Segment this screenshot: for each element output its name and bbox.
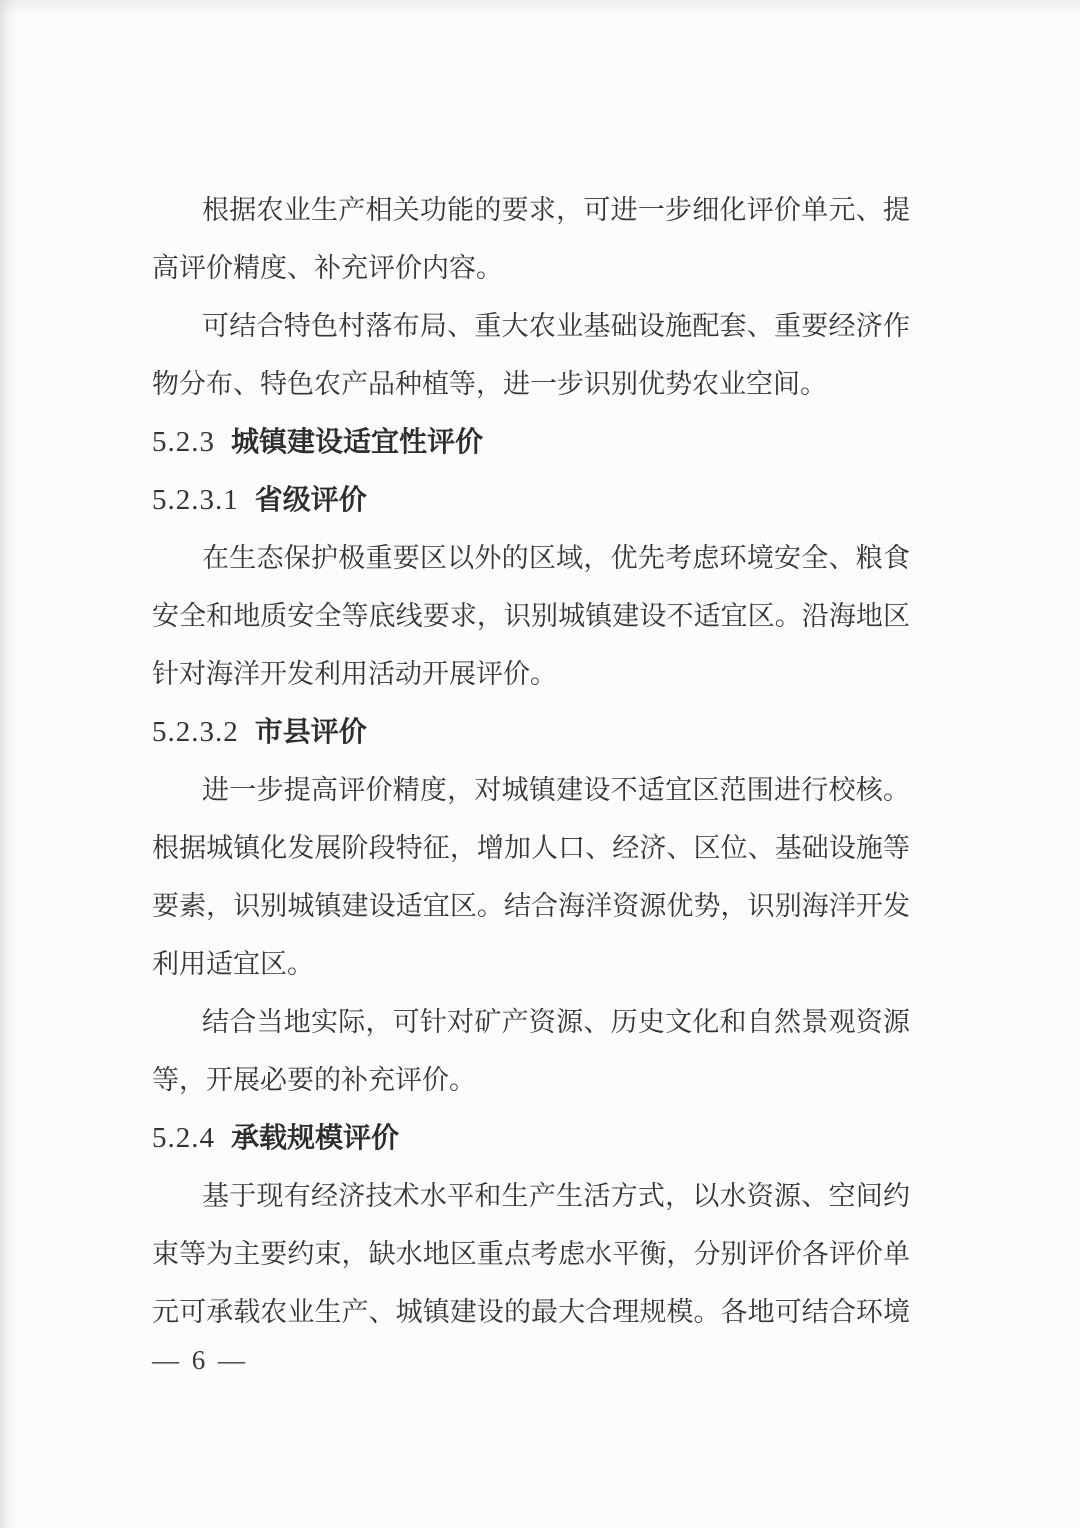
heading-label: 市县评价 <box>254 716 367 747</box>
body-line: 进一步提高评价精度，对城镇建设不适宜区范围进行校核。 <box>202 775 910 805</box>
heading-number: 5.2.3 <box>152 426 215 458</box>
body-line: 束等为主要约束，缺水地区重点考虑水平衡，分别评价各评价单 <box>152 1239 910 1269</box>
heading-label: 承载规模评价 <box>231 1122 400 1153</box>
body-line: 要素，识别城镇建设适宜区。结合海洋资源优势，识别海洋开发 <box>152 891 910 921</box>
body-line: 元可承载农业生产、城镇建设的最大合理规模。各地可结合环境 <box>152 1297 910 1327</box>
body-line: 基于现有经济技术水平和生产生活方式，以水资源、空间约 <box>202 1181 910 1211</box>
heading-number: 5.2.4 <box>152 1122 215 1154</box>
body-line: 物分布、特色农产品种植等，进一步识别优势农业空间。 <box>152 369 827 399</box>
body-line: 可结合特色村落布局、重大农业基础设施配套、重要经济作 <box>202 311 910 341</box>
body-line: 针对海洋开发利用活动开展评价。 <box>152 659 557 689</box>
page-number: — 6 — <box>152 1345 248 1375</box>
section-heading <box>152 703 910 761</box>
scan-edge-shadow-left <box>0 0 20 1528</box>
section-heading <box>152 1109 910 1167</box>
body-line: 根据城镇化发展阶段特征，增加人口、经济、区位、基础设施等 <box>152 833 910 863</box>
heading-label: 省级评价 <box>254 484 367 515</box>
heading-number: 5.2.3.1 <box>152 484 239 516</box>
heading-number: 5.2.3.2 <box>152 716 239 748</box>
body-line: 结合当地实际，可针对矿产资源、历史文化和自然景观资源 <box>202 1007 910 1037</box>
body-line: 利用适宜区。 <box>152 949 314 979</box>
body-line: 在生态保护极重要区以外的区域，优先考虑环境安全、粮食 <box>202 543 910 573</box>
body-line: 高评价精度、补充评价内容。 <box>152 253 503 283</box>
document-content <box>152 181 910 1341</box>
heading-label: 城镇建设适宜性评价 <box>231 426 484 457</box>
body-line: 等，开展必要的补充评价。 <box>152 1065 476 1095</box>
body-line: 根据农业生产相关功能的要求，可进一步细化评价单元、提 <box>202 195 910 225</box>
body-line: 安全和地质安全等底线要求，识别城镇建设不适宜区。沿海地区 <box>152 601 910 631</box>
section-heading <box>152 471 910 529</box>
scan-edge-shadow-top <box>0 0 1080 14</box>
section-heading <box>152 413 910 471</box>
